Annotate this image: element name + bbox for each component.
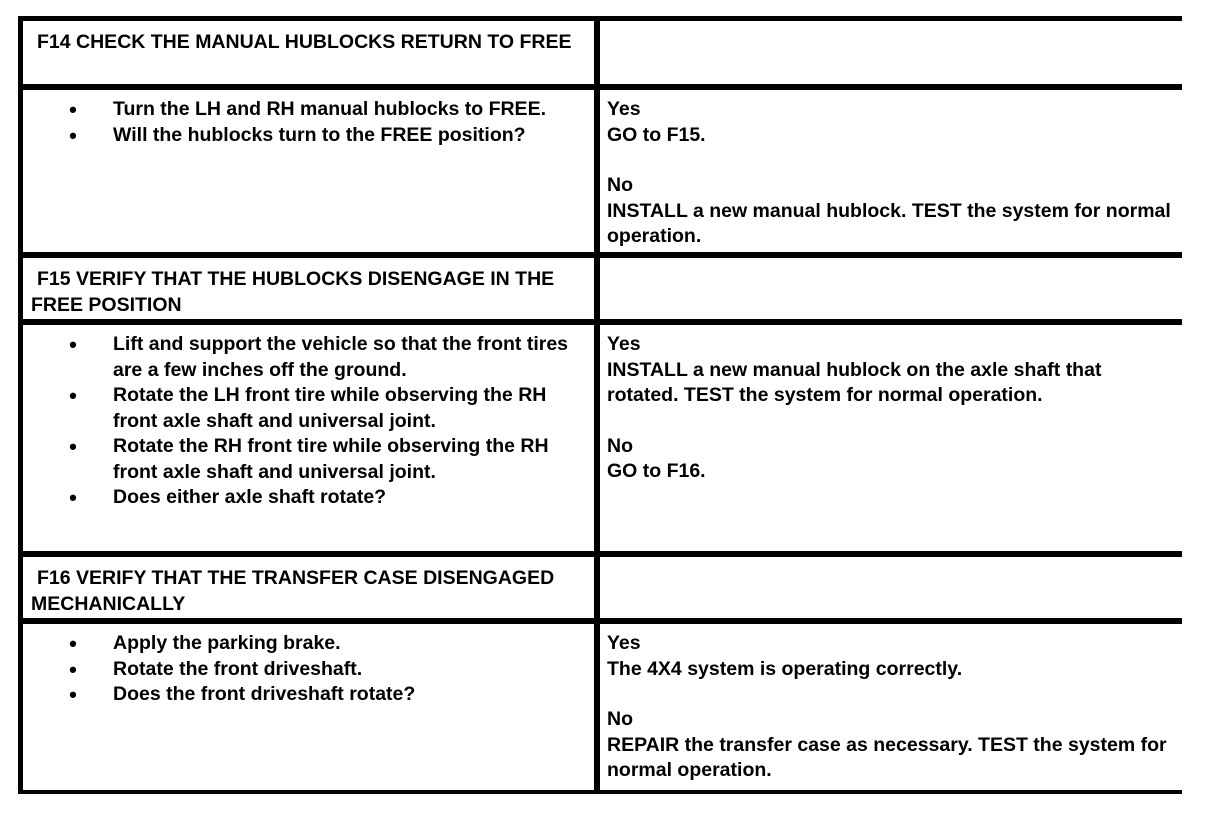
f15-heading-blank-cell — [600, 258, 1183, 319]
diagnostic-table — [18, 16, 1182, 794]
no-action: GO to F16. — [607, 460, 706, 482]
step-text: Rotate the front driveshaft. — [113, 657, 363, 680]
f16-steps-list — [53, 631, 584, 708]
list-item — [53, 682, 584, 708]
spacer — [607, 148, 1175, 173]
bullet-icon: • — [69, 434, 77, 459]
f14-steps-cell — [23, 90, 594, 252]
f16-heading: F16 VERIFY THAT THE TRANSFER CASE DISENGAGED MECHANICALLY — [31, 567, 555, 615]
list-item — [53, 383, 584, 434]
list-item — [53, 631, 584, 657]
f14-steps-list — [53, 97, 584, 148]
yes-label: Yes — [607, 632, 641, 654]
no-label: No — [607, 434, 633, 457]
step-text: Lift and support the vehicle so that the front tires are a few inches off the ground. — [113, 333, 569, 381]
no-label: No — [607, 174, 633, 196]
f14-heading-cell — [23, 21, 594, 84]
f16-steps-cell — [23, 624, 594, 790]
f14-heading: F14 CHECK THE MANUAL HUBLOCKS RETURN TO FREE — [37, 31, 572, 53]
f15-result-cell — [600, 325, 1183, 551]
bullet-icon: • — [69, 383, 77, 408]
f16-heading-blank-cell — [600, 557, 1183, 618]
step-text: Will the hublocks turn to the FREE position? — [113, 123, 526, 146]
bullet-icon: • — [69, 332, 77, 357]
list-item — [53, 332, 584, 383]
yes-action: GO to F15. — [607, 123, 706, 146]
bullet-icon: • — [69, 122, 77, 148]
bullet-icon: • — [69, 631, 77, 656]
spacer — [607, 409, 1175, 434]
f14-heading-blank-cell — [600, 21, 1183, 84]
list-item — [53, 657, 584, 683]
f15-steps-list — [53, 332, 584, 511]
step-text: Apply the parking brake. — [113, 632, 341, 654]
bullet-icon: • — [69, 656, 77, 682]
f15-steps-cell — [23, 325, 594, 551]
f15-heading-cell — [23, 258, 594, 319]
list-item — [53, 434, 584, 485]
bullet-icon: • — [69, 485, 77, 510]
f16-heading-cell — [23, 557, 594, 618]
yes-label: Yes — [607, 98, 641, 120]
step-text: Does either axle shaft rotate? — [113, 486, 387, 508]
step-text: Does the front driveshaft rotate? — [113, 683, 416, 705]
f16-result-cell — [600, 624, 1183, 790]
list-item — [53, 97, 584, 123]
yes-action: The 4X4 system is operating correctly. — [607, 657, 963, 680]
yes-action: INSTALL a new manual hublock on the axle shaft that rotated. TEST the system for normal operation. — [607, 358, 1102, 406]
step-text: Turn the LH and RH manual hublocks to FREE. — [113, 98, 546, 120]
list-item — [53, 485, 584, 511]
no-label: No — [607, 708, 633, 730]
spacer — [607, 682, 1175, 707]
list-item — [53, 123, 584, 149]
f14-result-cell — [600, 90, 1183, 252]
bullet-icon: • — [69, 97, 77, 122]
f15-heading: F15 VERIFY THAT THE HUBLOCKS DISENGAGE IN THE FREE POSITION — [31, 268, 555, 316]
no-action: INSTALL a new manual hublock. TEST the system for normal operation. — [607, 199, 1171, 247]
bullet-icon: • — [69, 682, 77, 707]
step-text: Rotate the RH front tire while observing the RH front axle shaft and universal joint. — [113, 435, 549, 483]
step-text: Rotate the LH front tire while observing the RH front axle shaft and universal joint. — [113, 384, 547, 432]
yes-label: Yes — [607, 333, 641, 355]
no-action: REPAIR the transfer case as necessary. TEST the system for normal operation. — [607, 733, 1167, 781]
